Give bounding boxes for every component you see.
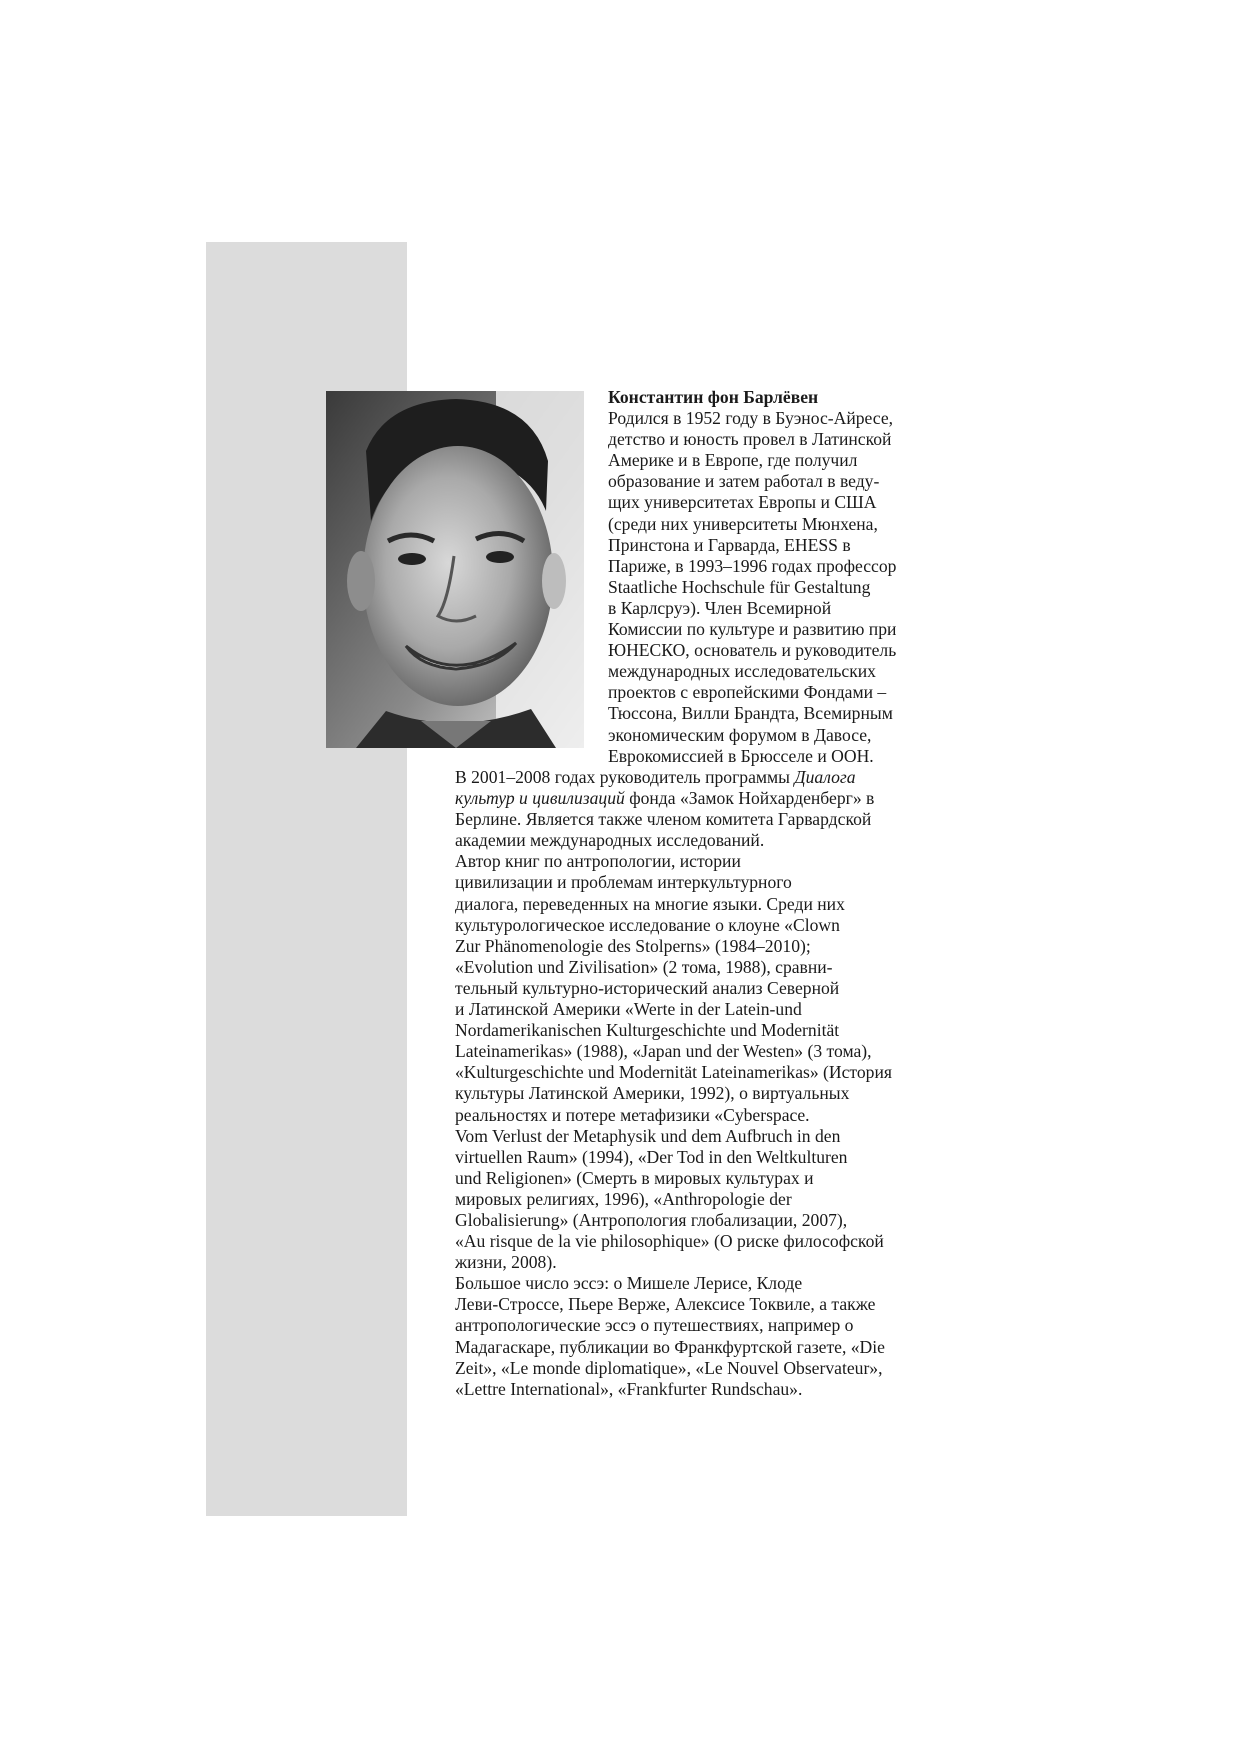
bio-line: академии международных исследований.	[455, 830, 765, 851]
bio-line-program	[455, 767, 935, 788]
bio-intro-block	[608, 387, 928, 767]
bio-line: ЮНЕСКО, основатель и руководитель	[608, 640, 897, 661]
bio-line: образование и затем работал в веду-	[608, 471, 880, 492]
bio-line: и Латинской Америки «Werte in der Latein-und	[455, 999, 802, 1020]
bio-line: Zur Phänomenologie des Stolperns» (1984–2010);	[455, 935, 811, 956]
bio-line: Мадагаскаре, публикации во Франкфуртской газете, «Die	[455, 1336, 885, 1357]
bio-line: «Au risque de la vie philosophique» (О риске философской	[455, 1231, 884, 1252]
bio-line: экономическим форумом в Давосе,	[608, 724, 872, 745]
bio-line: в Карлсруэ). Член Всемирной	[608, 597, 832, 618]
program-title-italic: культур и цивилизаций	[455, 788, 625, 809]
bio-line: тельный культурно-исторический анализ Северной	[455, 977, 840, 998]
bio-line: Lateinamerikas» (1988), «Japan und der Westen» (3 тома),	[455, 1041, 872, 1062]
bio-line: «Evolution und Zivilisation» (2 тома, 1988), сравни-	[455, 956, 833, 977]
bio-line: virtuellen Raum» (1994), «Der Tod in den Weltkulturen	[455, 1146, 848, 1167]
bio-text: фонда «Замок Нойхарденберг» в	[624, 788, 875, 809]
bio-line: Америке и в Европе, где получил	[608, 450, 858, 471]
bio-line: «Lettre International», «Frankfurter Rundschau».	[455, 1378, 803, 1399]
bio-text: В 2001–2008 годах руководитель программы	[455, 767, 795, 787]
bio-line: Комиссии по культуре и развитию при	[608, 619, 897, 640]
portrait-illustration	[326, 391, 584, 748]
bio-line: мировых религиях, 1996), «Anthropologie der	[455, 1188, 792, 1209]
bio-line: культурологическое исследование о клоуне «Clown	[455, 914, 840, 935]
bio-line: Большое число эссэ: о Мишеле Лерисе, Клоде	[455, 1273, 803, 1294]
bio-line: жизни, 2008).	[455, 1252, 557, 1273]
bio-line: Автор книг по антропологии, истории	[455, 851, 741, 872]
bio-line: антропологические эссэ о путешествиях, например о	[455, 1315, 854, 1336]
author-portrait-photo	[326, 391, 584, 748]
bio-line: Zeit», «Le monde diplomatique», «Le Nouvel Observateur»,	[455, 1357, 883, 1378]
bio-line-program-cont	[455, 788, 935, 809]
bio-line: Париже, в 1993–1996 годах профессор	[608, 555, 897, 576]
bio-line: Vom Verlust der Metaphysik und dem Aufbruch in den	[455, 1125, 841, 1146]
bio-line: реальностях и потере метафизики «Cyberspace.	[455, 1104, 810, 1125]
bio-line: (среди них университеты Мюнхена,	[608, 513, 878, 534]
bio-line: международных исследовательских	[608, 661, 876, 682]
bio-line: детство и юность провел в Латинской	[608, 429, 892, 450]
bio-line: Nordamerikanischen Kulturgeschichte und Modernität	[455, 1020, 840, 1041]
author-name: Константин фон Барлёвен	[608, 387, 819, 407]
bio-line: диалога, переведенных на многие языки. Среди них	[455, 893, 845, 914]
bio-line: щих университетах Европы и США	[608, 492, 877, 513]
bio-line: und Religionen» (Смерть в мировых культурах и	[455, 1167, 814, 1188]
bio-line: культуры Латинской Америки, 1992), о виртуальных	[455, 1083, 850, 1104]
program-title-italic: Диалога	[794, 767, 856, 787]
bio-main-block	[455, 767, 935, 1400]
bio-line: Родился в 1952 году в Буэнос-Айресе,	[608, 408, 894, 429]
bio-line: Принстона и Гарварда, EHESS в	[608, 534, 851, 555]
bio-line: проектов с европейскими Фондами –	[608, 682, 887, 703]
bio-line: Берлине. Является также членом комитета Гарвардской	[455, 809, 872, 830]
bio-line: Тюссона, Вилли Брандта, Всемирным	[608, 703, 893, 724]
bio-line: Леви-Строссе, Пьере Верже, Алексисе Токвиле, а также	[455, 1294, 876, 1315]
bio-line: «Kulturgeschichte und Modernität Lateinamerikas» (История	[455, 1062, 892, 1083]
bio-line: Staatliche Hochschule für Gestaltung	[608, 576, 871, 597]
bio-line: цивилизации и проблемам интеркультурного	[455, 872, 792, 893]
bio-line: Globalisierung» (Антропология глобализации, 2007),	[455, 1209, 848, 1230]
bio-line: Еврокомиссией в Брюсселе и ООН.	[608, 745, 874, 766]
